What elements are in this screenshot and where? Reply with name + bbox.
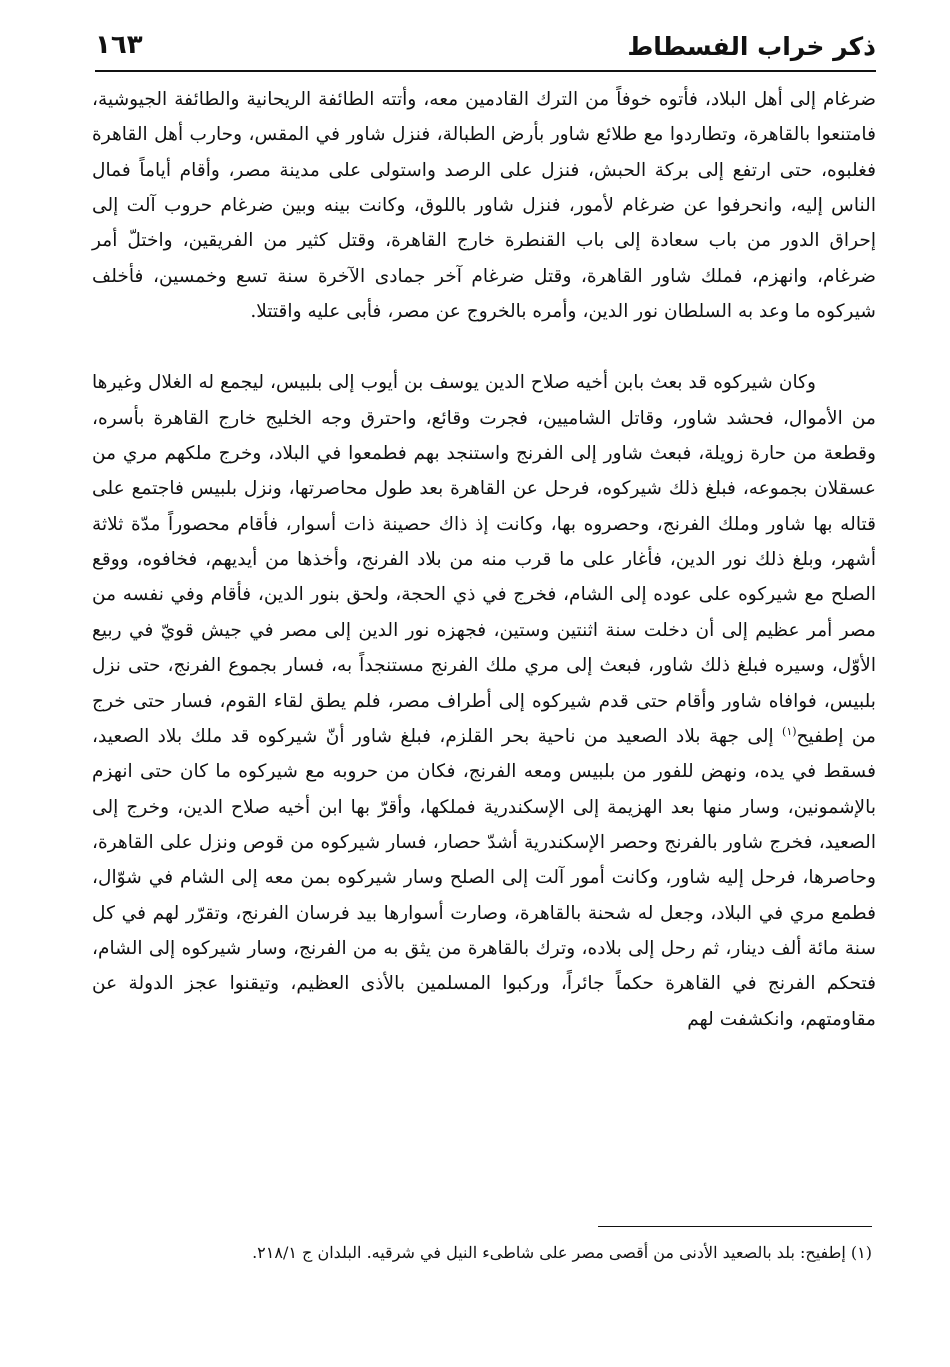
page-header [95, 28, 876, 68]
footnote-divider [598, 1226, 872, 1227]
footnote-reference[interactable]: (١) [782, 724, 797, 738]
running-title: ذكر خراب الفسطاط [627, 32, 876, 61]
header-divider [95, 70, 876, 72]
paragraph-2-part-2: إلى جهة بلاد الصعيد من ناحية بحر القلزم، فبلغ شاور أنّ شيركوه قد ملك بلاد الصعيد، فسقط في يده، ونهض للفور من بلبيس ومعه الفرنج، فكان من حروبه مع شيركوه ما كان حتى انهزم بالإشمونين، وسار منها بعد الهزيمة إلى الإسكندرية فملكها، وأقرّ بها ابن أخيه صلاح الدين، وخرج إلى الصعيد، فخرج شاور بالفرنج وحصر الإسكندرية أشدّ حصار، فسار شيركوه من قوص ونزل على القاهرة، وحاصرها، فرحل إليه شاور، وكانت أمور آلت إلى الصلح وسار شيركوه بمن معه إلى الشام في شوّال، فطمع مري في البلاد، وجعل له شحنة بالقاهرة، وصارت أسوارها بيد فرسان الفرنج، وتقرّر لهم في كل سنة مائة ألف دينار، ثم رحل إلى بلاده، وترك بالقاهرة من يثق به من الفرنج، وسار شيركوه إلى الشام، فتحكم الفرنج في القاهرة حكماً جائراً، وركبوا المسلمين بالأذى العظيم، وتيقنوا عجز الدولة عن مقاومتهم، وانكشفت لهم [92, 725, 876, 1030]
paragraph-2 [92, 365, 876, 1037]
page-number: ١٦٣ [95, 30, 143, 60]
footnote: (١) إطفيح: بلد بالصعيد الأدنى من أقصى مصر على شاطىء النيل في شرقيه. البلدان ج ٢١٨/١. [252, 1243, 872, 1262]
paragraph-1: ضرغام إلى أهل البلاد، فأتوه خوفاً من الترك القادمين معه، وأتته الطائفة الريحانية والطائفة الجيوشية، فامتنعوا بالقاهرة، وتطاردوا مع طلائع شاور بأرض الطبالة، فنزل شاور في المقس، وحارب أهل القاهرة فغلبوه، حتى ارتفع إلى بركة الحبش، فنزل على الرصد واستولى على مدينة مصر، وأقام أياماً فمال الناس إليه، وانحرفوا عن ضرغام لأمور، فنزل شاور باللوق، وكانت بينه وبين ضرغام حروب آلت إلى إحراق الدور من باب سعادة إلى باب القنطرة خارج القاهرة، وقتل كثير من الفريقين، واختلّ أمر ضرغام، وانهزم، فملك شاور القاهرة، وقتل ضرغام آخر جمادى الآخرة سنة تسع وخمسين، فأخلف شيركوه ما وعد به السلطان نور الدين، وأمره بالخروج عن مصر، فأبى عليه واقتتلا. [92, 89, 876, 323]
paragraph-2-part-1: وكان شيركوه قد بعث بابن أخيه صلاح الدين يوسف بن أيوب إلى بلبيس، ليجمع له الغلال وغيرها من الأموال، فحشد شاور، وقاتل الشاميين، فجرت وقائع، واحترق وجه الخليج خارج القاهرة بأسره، وقطعة من حارة زويلة، فبعث شاور إلى الفرنج واستنجد بهم فطمعوا في البلاد، وخرج ملكهم مري من عسقلان بجموعه، فبلغ ذلك شيركوه، فرحل عن القاهرة بعد طول محاصرتها، ونزل بلبيس فاجتمع على قتاله بها شاور وملك الفرنج، وحصروه بها، وكانت إذ ذاك حصينة ذات أسوار، فأقام محصوراً مدّة ثلاثة أشهر، وبلغ ذلك نور الدين، فأغار على ما قرب منه من بلاد الفرنج، وأخذها من أيديهم، فخافوه، ووقع الصلح مع شيركوه على عوده إلى الشام، فخرج في ذي الحجة، ولحق بنور الدين، فأقام وفي نفسه من مصر أمر عظيم إلى أن دخلت سنة اثنتين وستين، فجهزه نور الدين إلى مصر في جيش قويّ في ربيع الأوّل، وسيره فبلغ ذلك شاور، فبعث إلى مري ملك الفرنج مستنجداً به، فسار بجموع الفرنج، حتى نزل بلبيس، فوافاه شاور وأقام حتى قدم شيركوه إلى أطراف مصر، فلم يطق لقاء القوم، فسار حتى خرج من إطفيح [92, 372, 877, 747]
body-text [92, 82, 876, 1037]
